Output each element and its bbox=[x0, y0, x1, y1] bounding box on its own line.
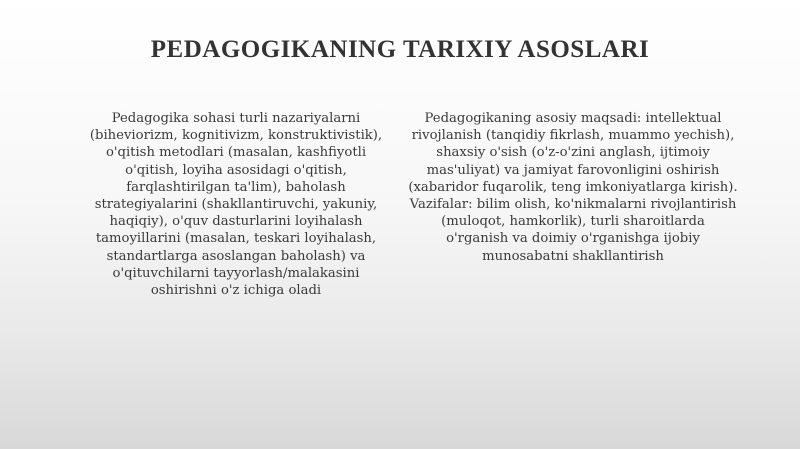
left-text-column: Pedagogika sohasi turli nazariyalarni (biheviorizm, kognitivizm, konstruktivistik), o'qitish metodlari (masalan, kashfiyotli o'qitish, loyiha asosidagi o'qitish, farqlashtirilgan ta'lim), baholash strategiyalarini (shakllantiruvchi, yakuniy, haqiqiy), o'quv dasturlarini loyihalash tamoyillarini (masalan, teskari loyihalash, standartlarga asoslangan baholash) va o'qituvchilarni tayyorlash/malakasini oshirishni o'z ichiga oladi bbox=[89, 111, 383, 299]
right-text-column: Pedagogikaning asosiy maqsadi: intellektual rivojlanish (tanqidiy fikrlash, muammo yechish), shaxsiy o'sish (o'z-o'zini anglash, ijtimoiy mas'uliyat) va jamiyat farovonligini oshirish (xabaridor fuqarolik, teng imkoniyatlarga kirish). Vazifalar: bilim olish, ko'nikmalarni rivojlantirish (muloqot, hamkorlik), turli sharoitlarda o'rganish va doimiy o'rganishga ijobiy munosabatni shakllantirish bbox=[408, 111, 738, 264]
slide-title: PEDAGOGIKANING TARIXIY ASOSLARI bbox=[150, 36, 650, 63]
